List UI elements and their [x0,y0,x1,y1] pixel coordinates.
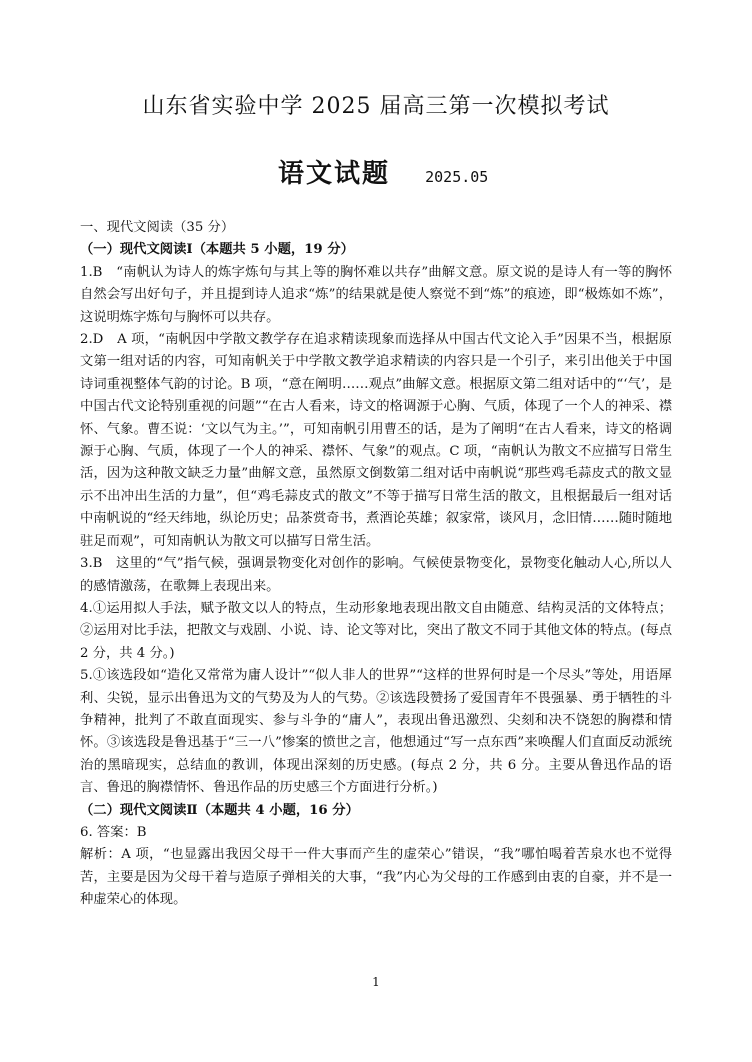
page-number: 1 [372,975,380,989]
part-heading: （一）现代文阅读Ⅰ（本题共 5 小题，19 分） [80,242,354,258]
subject-line [278,153,488,190]
answer-line: 6. 答案：B [80,824,147,840]
answer-paragraph: 1.B “南帆认为诗人的炼字炼句与其上等的胸怀难以共存”曲解文意。原文说的是诗人有一等的胸怀自然会写出好句子，并且提到诗人追求“炼”的结果就是使人察觉不到“炼”的痕迹，即“极炼如不炼”，这说明炼字炼句与胸怀可以共存。 [80,264,672,325]
subject-title: 语文试题 [278,159,391,189]
answer-paragraph: 5.①该选段如“造化又常常为庸人设计”“似人非人的世界”“这样的世界何时是一个尽头”等处，用语犀利、尖锐，显示出鲁迅为文的气势及为人的气势。②该选段赞扬了爱国青年不畏强暴、勇于牺牲的斗争精神，批判了不敢直面现实、参与斗争的“庸人”，表现出鲁迅激烈、尖刻和决不饶恕的胸襟和情怀。③该选段是鲁迅基于“三一八”惨案的愤世之言，他想通过“写一点东西”来唤醒人们直面反动派统治的黑暗现实，总结血的教训，体现出深刻的历史感。(每点 2 分，共 6 分。主要从鲁迅作品的语言、鲁迅的胸襟情怀、鲁迅作品的历史感三个方面进行分析。) [80,668,672,796]
exam-title: 山东省实验中学 2025 届高三第一次模拟考试 [142,94,610,119]
section-heading: 一、现代文阅读（35 分） [80,220,235,235]
answer-paragraph: 解析：A 项，“也显露出我因父母干一件大事而产生的虚荣心”错误，“我”哪怕喝着苦泉水也不觉得苦，主要是因为父母干着与造原子弹相关的大事，“我”内心为父母的工作感到由衷的自豪，并不是一种虚荣心的体现。 [80,847,672,908]
exam-date: 2025.05 [425,168,489,186]
answer-paragraph: 4.①运用拟人手法，赋予散文以人的特点，生动形象地表现出散文自由随意、结构灵活的文体特点；②运用对比手法，把散文与戏剧、小说、诗、论文等对比，突出了散文不同于其他文体的特点。(每点 2 分，共 4 分。) [80,600,672,661]
part-heading: （二）现代文阅读Ⅱ（本题共 4 小题，16 分） [80,802,359,818]
answer-body [80,217,672,912]
answer-paragraph: 3.B 这里的“气”指气候，强调景物变化对创作的影响。气候使景物变化，景物变化触动人心,所以人的感情激荡，在歌舞上表现出来。 [80,556,672,594]
answer-paragraph: 2.D A 项，“南帆因中学散文教学存在追求精读现象而选择从中国古代文论入手”因果不当，根据原文第一组对话的内容，可知南帆关于中学散文教学追求精读的内容只是一个引子，来引出他关于中国诗词重视整体气韵的讨论。B 项，“意在阐明……观点”曲解文意。根据原文第二组对话中的“‘气’，是中国古代文论特别重视的问题”“在古人看来，诗文的格调源于心胸、气质，体现了一个人的神采、襟怀、气象。曹丕说：‘文以气为主。’”，可知南帆引用曹丕的话，是为了阐明“在古人看来，诗文的格调源于心胸、气质，体现了一个人的神采、襟怀、气象”的观点。C 项，“南帆认为散文不应描写日常生活，因为这种散文缺乏力量”曲解文意，虽然原文倒数第二组对话中南帆说“那些鸡毛蒜皮式的散文显示不出冲出生活的力量”，但“鸡毛蒜皮式的散文”不等于描写日常生活的散文，且根据最后一组对话中南帆说的“经天纬地，纵论历史；品茶赏奇书，煮酒论英雄；叙家常，谈风月，念旧情……随时随地驻足而观”，可知南帆认为散文可以描写日常生活。 [80,332,672,549]
